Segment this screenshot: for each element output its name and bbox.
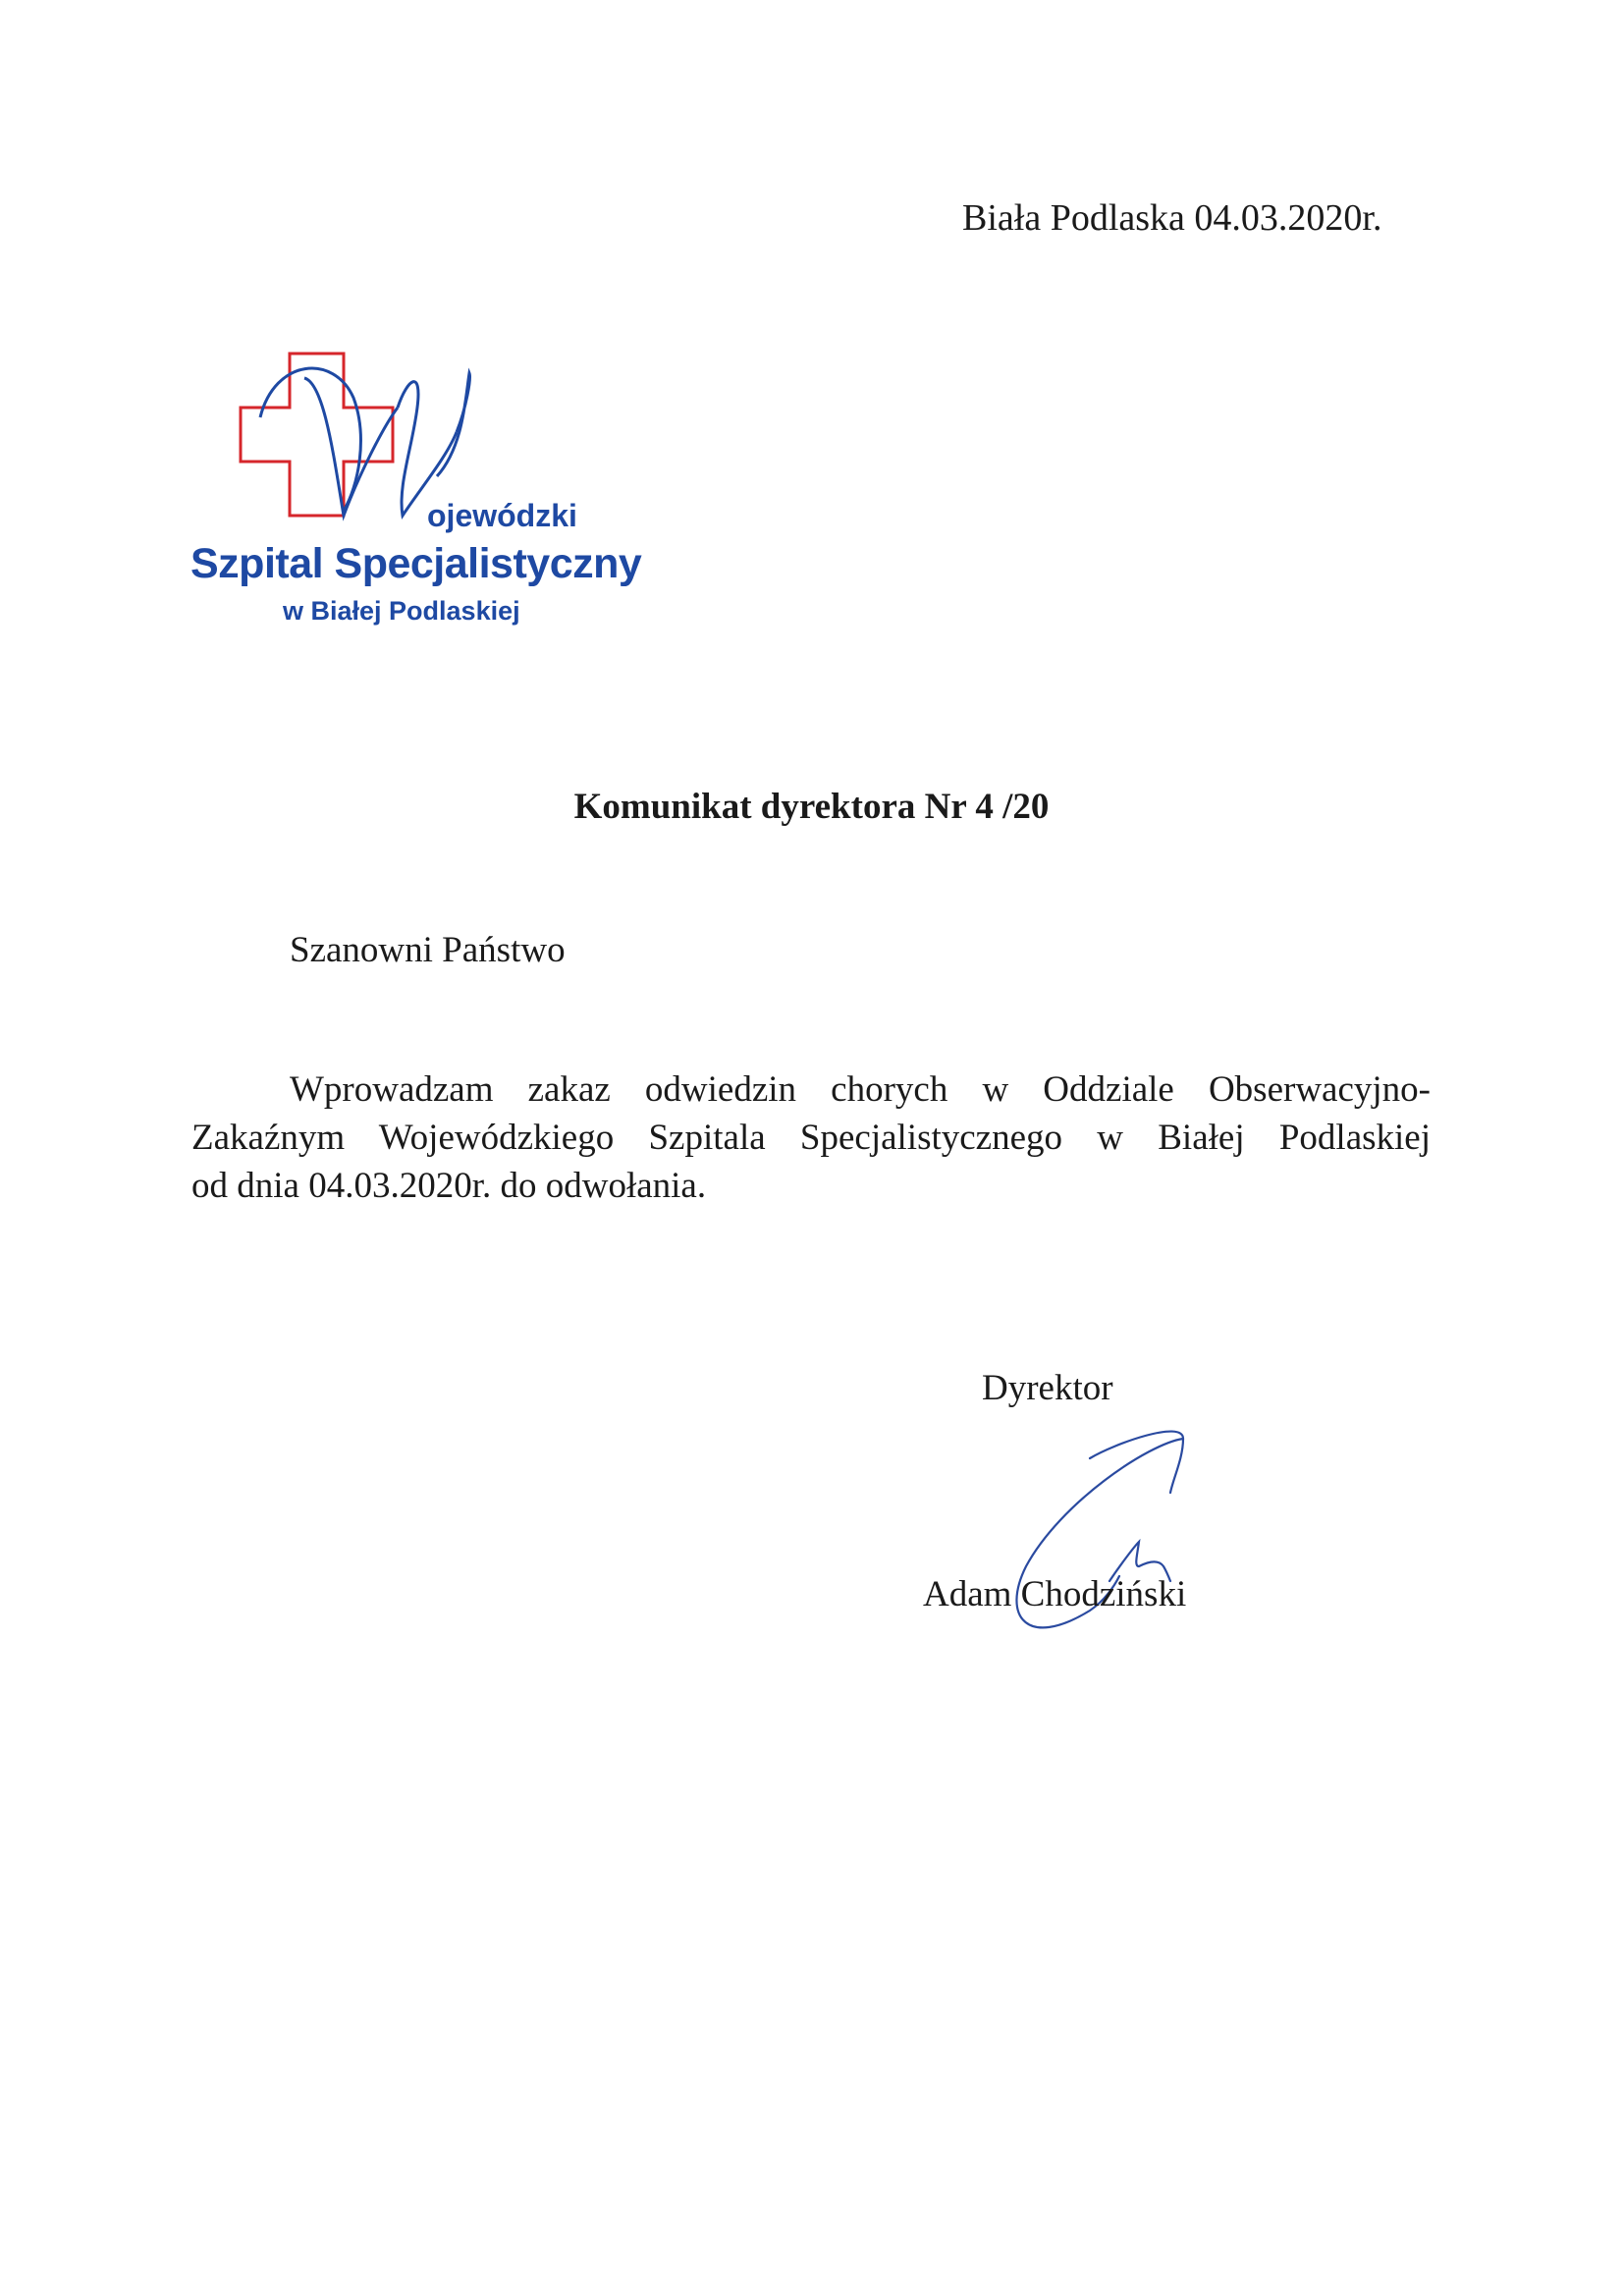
date-place: Biała Podlaska 04.03.2020r. — [962, 197, 1382, 239]
body-paragraph — [191, 1066, 1431, 1210]
logo-text-line1: ojewódzki — [427, 498, 577, 533]
signature-role: Dyrektor — [982, 1368, 1113, 1408]
hospital-logo — [187, 339, 642, 633]
body-line: od dnia 04.03.2020r. do odwołania. — [191, 1166, 707, 1206]
body-line: Wprowadzam zakaz odwiedzin chorych w Oddziale Obserwacyjno- — [290, 1069, 1431, 1110]
signature-name: Adam Chodziński — [923, 1574, 1187, 1614]
logo-text-line2: Szpital Specjalistyczny — [190, 540, 642, 587]
document-title: Komunikat dyrektora Nr 4 /20 — [573, 787, 1050, 827]
body-line: Zakaźnym Wojewódzkiego Szpitala Specjalistycznego w Białej Podlaskiej — [191, 1118, 1431, 1158]
salutation: Szanowni Państwo — [290, 930, 566, 970]
red-cross-w-logo-icon — [187, 339, 619, 633]
logo-text-line3: w Białej Podlaskiej — [283, 596, 520, 626]
handwritten-signature — [943, 1385, 1217, 1660]
